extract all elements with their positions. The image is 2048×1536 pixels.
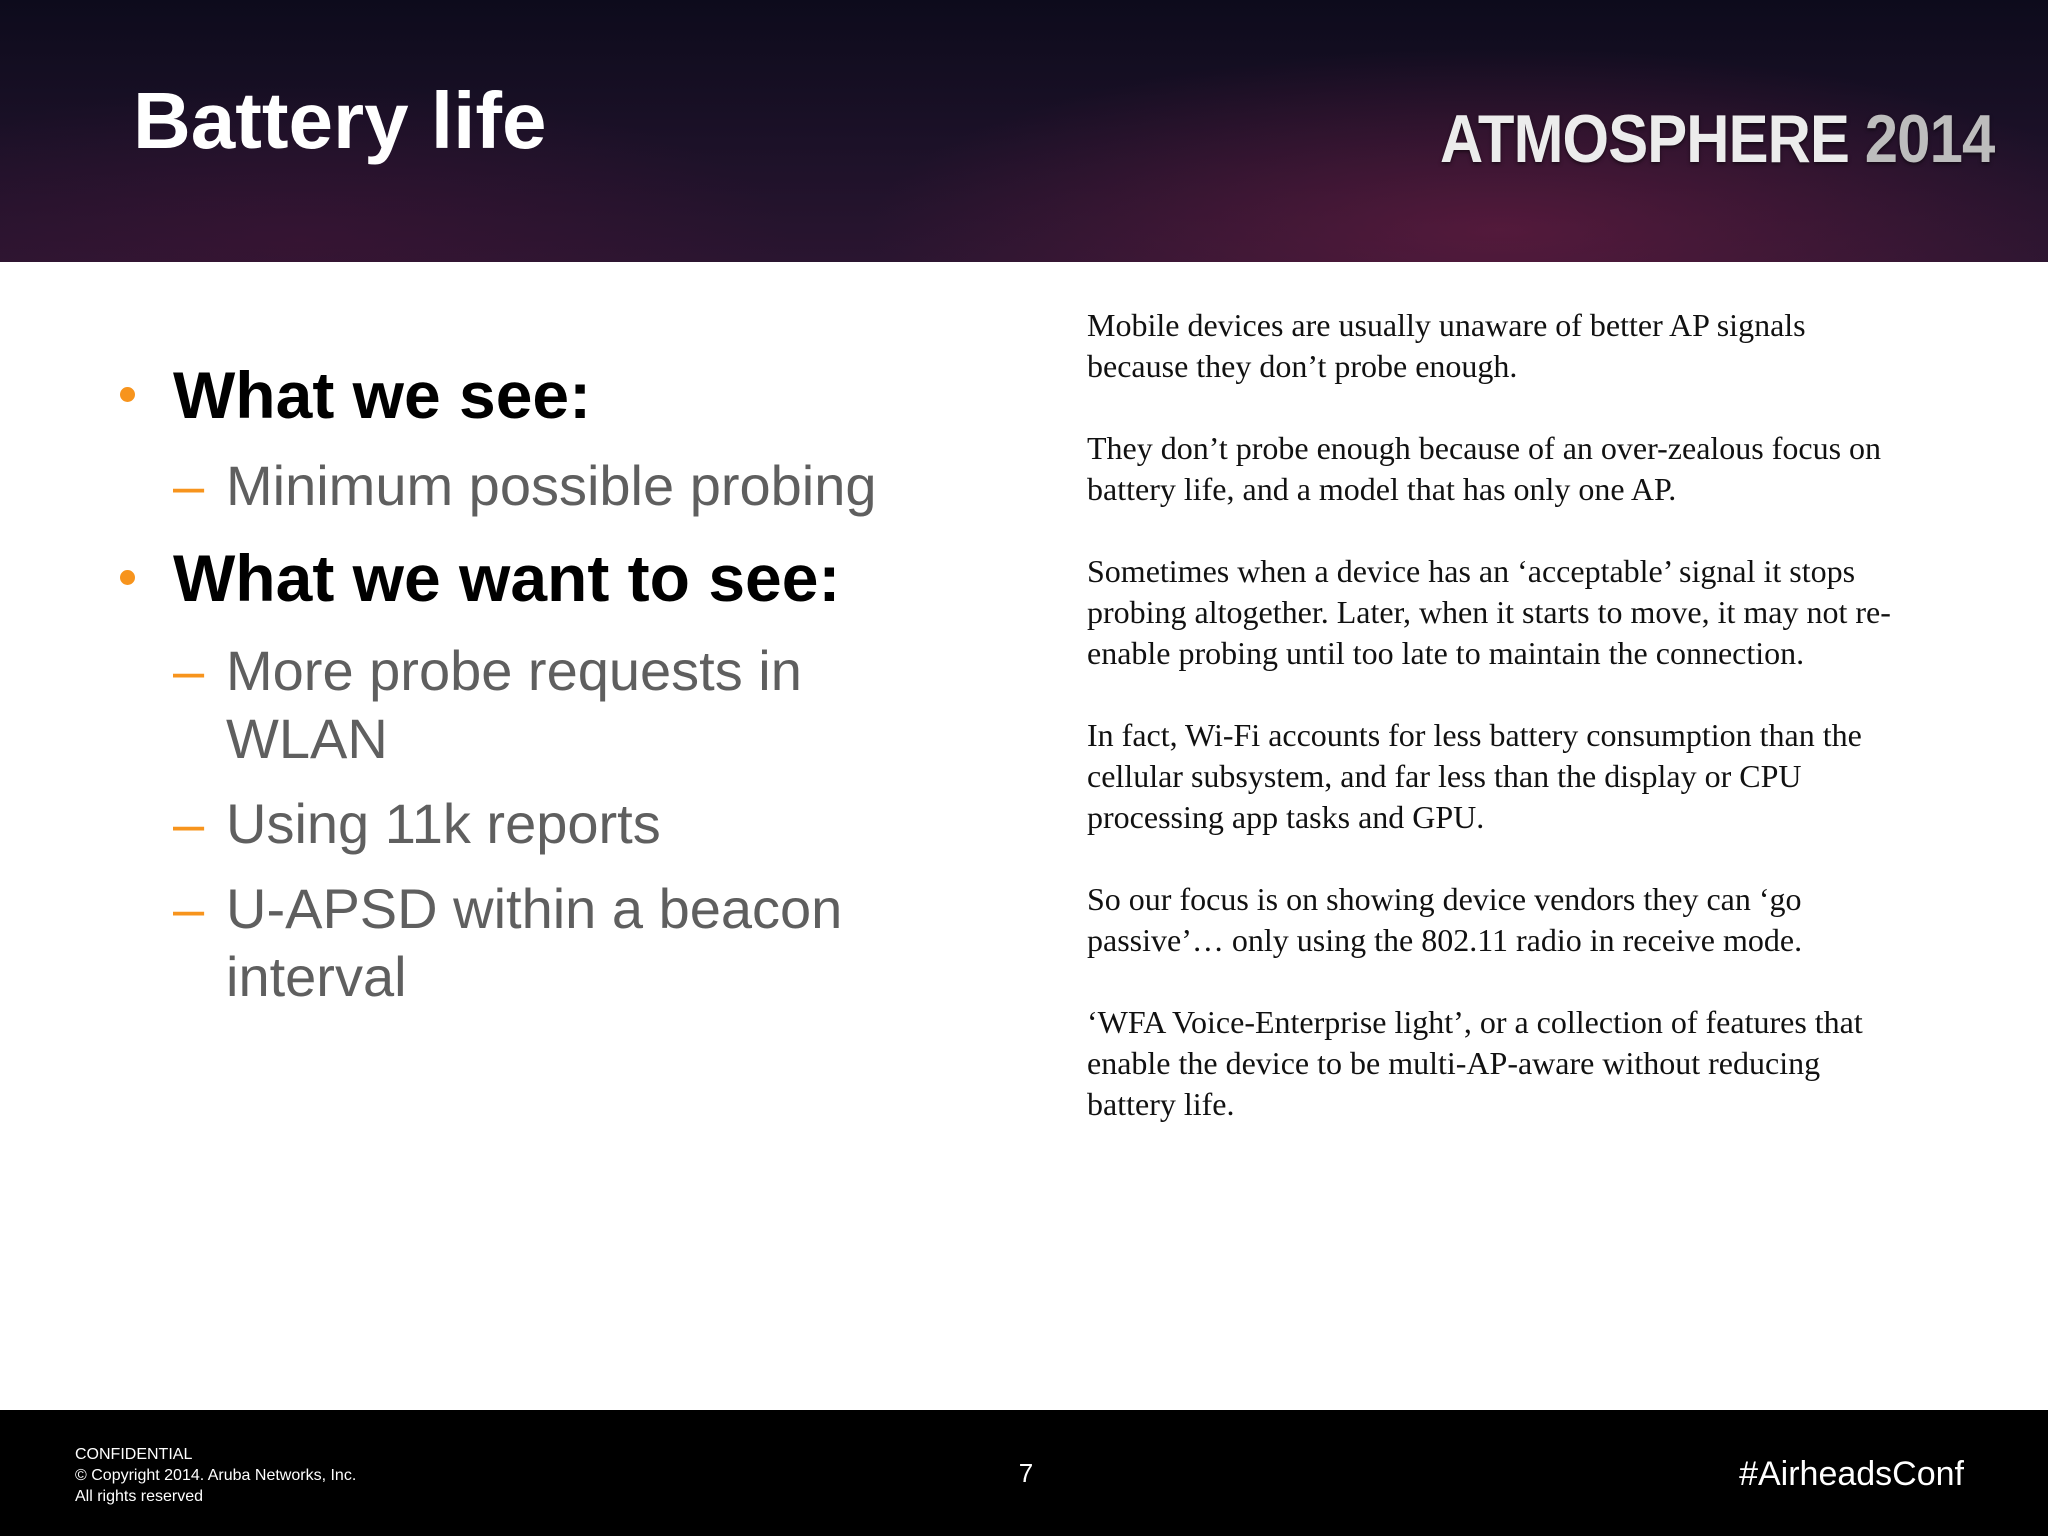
notes-paragraph: They don’t probe enough because of an over-zealous focus on battery life, and a model that has only one AP.	[1087, 430, 1882, 507]
dash-icon: –	[173, 792, 205, 855]
copyright-text: © Copyright 2014. Aruba Networks, Inc.	[75, 1467, 357, 1484]
legal-notice	[75, 1444, 356, 1507]
sub-bullet-text: U-APSD within a beacon interval	[226, 877, 843, 1008]
confidential-label: CONFIDENTIAL	[75, 1446, 193, 1463]
notes-paragraph: In fact, Wi-Fi accounts for less battery consumption than the cellular subsystem, and far less than the display or CPU processing app tasks and GPU.	[1087, 717, 1862, 835]
sub-bullet-text: Using 11k reports	[226, 792, 661, 855]
bullet-dot-icon	[120, 387, 135, 402]
dash-icon: –	[173, 454, 205, 517]
speaker-notes	[1087, 305, 1987, 1166]
dash-icon: –	[173, 877, 205, 940]
page-number: 7	[1018, 1458, 1034, 1488]
sub-bullet-text: More probe requests in WLAN	[226, 639, 802, 770]
slide-title: Battery life	[133, 76, 547, 165]
slide-header	[0, 0, 2048, 262]
atmosphere-logo	[1440, 98, 1995, 180]
notes-paragraph: Mobile devices are usually unaware of better AP signals because they don’t probe enough.	[1087, 307, 1806, 384]
dash-icon: –	[173, 639, 205, 702]
notes-paragraph: So our focus is on showing device vendors they can ‘go passive’… only using the 802.11 radio in receive mode.	[1087, 881, 1803, 958]
rights-text: All rights reserved	[75, 1488, 204, 1505]
brand-name: ATMOSPHERE	[1440, 101, 1850, 177]
brand-year: 2014	[1864, 101, 1995, 177]
notes-paragraph: Sometimes when a device has an ‘acceptable’ signal it stops probing altogether. Later, when it starts to move, it may not re- enable probing until too late to maintain the connection.	[1087, 553, 1891, 671]
slide-footer	[0, 1410, 2048, 1536]
bullet-heading: What we want to see:	[173, 541, 841, 615]
sub-bullet-text: Minimum possible probing	[226, 454, 877, 517]
bullet-heading: What we see:	[173, 358, 592, 432]
bullet-dot-icon	[120, 570, 135, 585]
notes-paragraph: ‘WFA Voice-Enterprise light’, or a collection of features that enable the device to be multi-AP-aware without reducing battery life.	[1087, 1004, 1863, 1122]
conference-hashtag: #AirheadsConf	[1739, 1455, 1964, 1493]
